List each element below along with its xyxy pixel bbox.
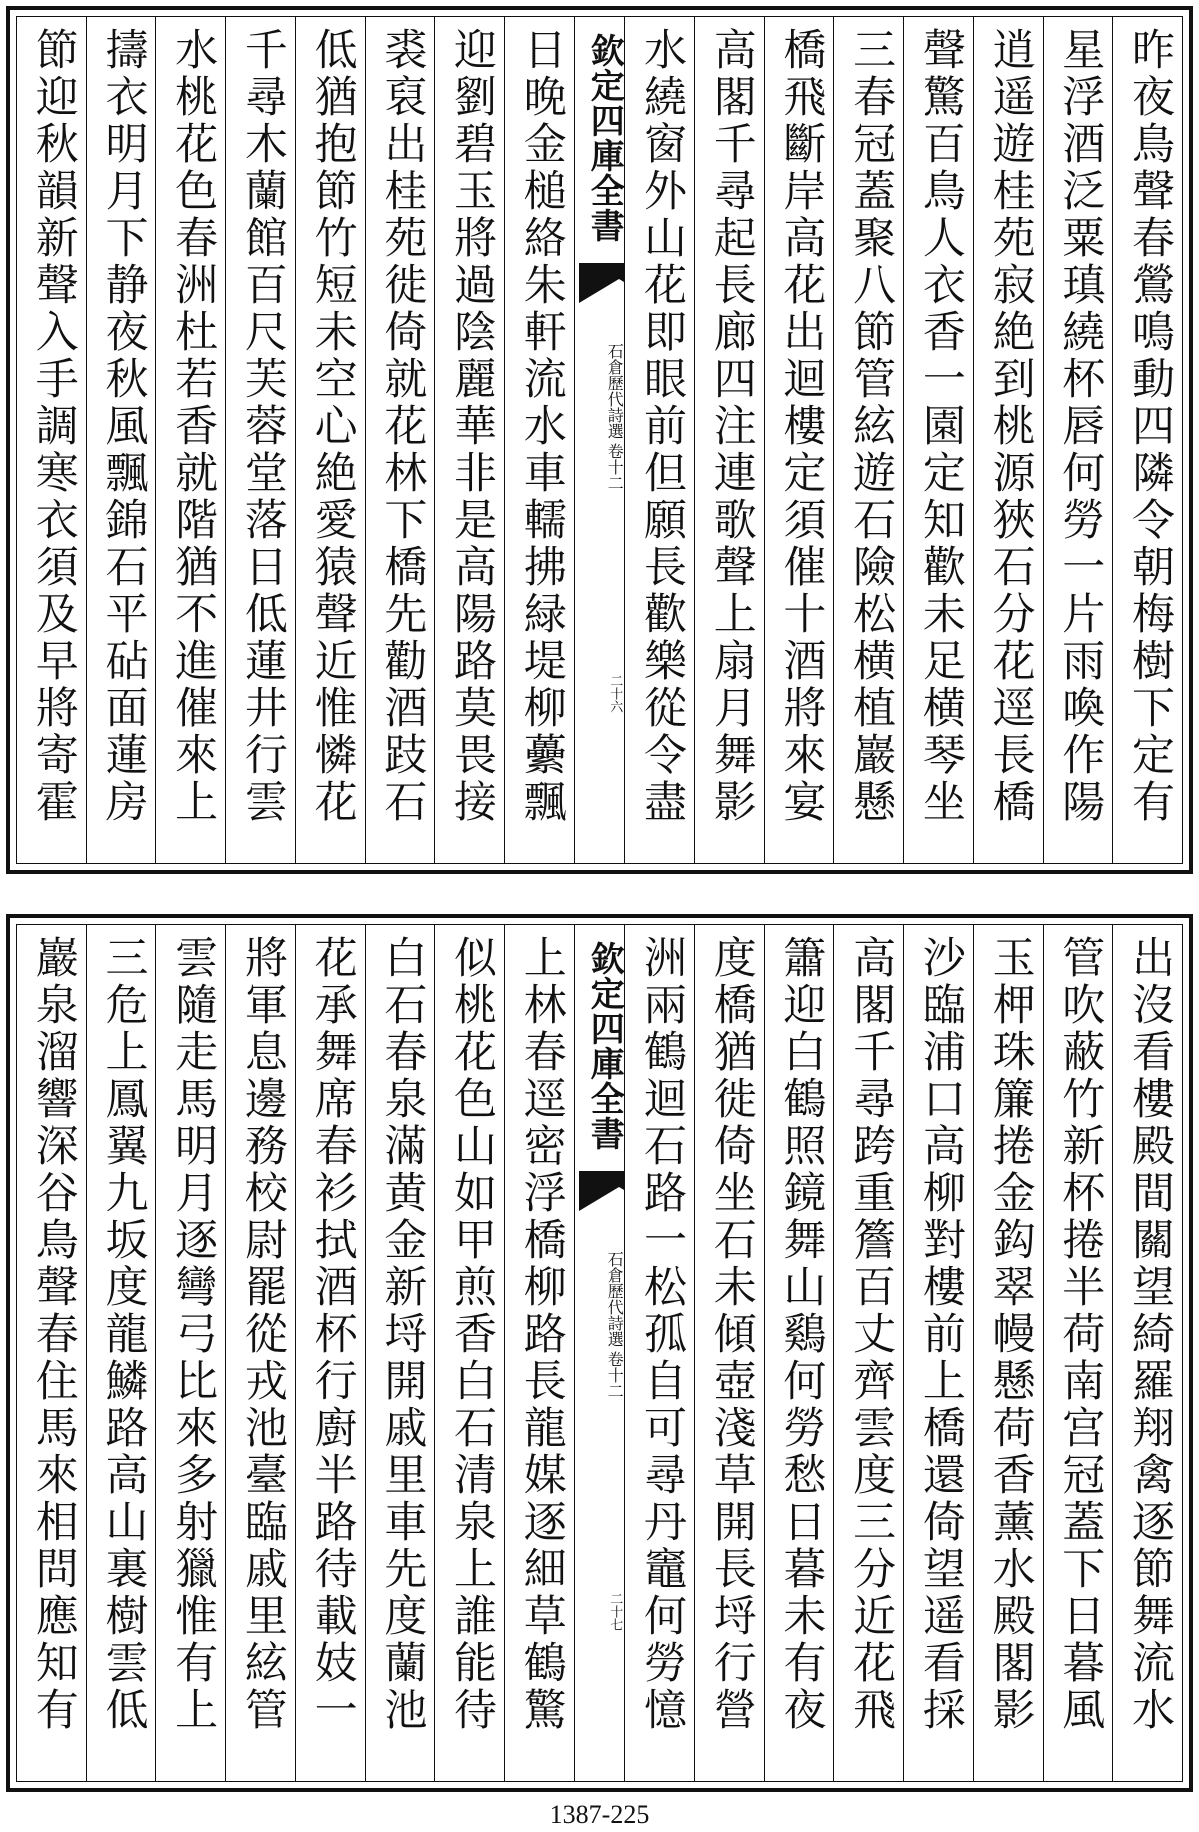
text-column xyxy=(833,17,903,863)
text-column xyxy=(434,925,504,1781)
column-text: 節迎秋韻新聲入手調寒衣須及早將寄霍 xyxy=(28,27,79,826)
text-column xyxy=(17,925,86,1781)
column-text: 擣衣明月下静夜秋風飄錦石平砧面蓮房 xyxy=(98,27,149,826)
fishtail-mark-icon xyxy=(579,1171,624,1215)
text-column xyxy=(694,17,764,863)
column-text: 高閣千尋起長廊四注連歌聲上扇月舞影 xyxy=(706,27,757,826)
column-text: 白石春泉滿黄金新埒開戚里車先度蘭池 xyxy=(377,935,428,1734)
source-info xyxy=(575,1225,624,1425)
text-column xyxy=(225,17,295,863)
page-number: 二十六 xyxy=(607,673,623,713)
column-text: 裘裒出桂苑徙倚就花林下橋先勸酒跂石 xyxy=(377,27,428,826)
column-text: 高閣千尋跨重簷百丈齊雲度三分近花飛 xyxy=(846,935,897,1734)
column-text: 昨夜鳥聲春鶯鳴動四隣令朝梅樹下定有 xyxy=(1125,27,1175,826)
fishtail-mark-icon xyxy=(579,263,624,307)
text-column xyxy=(1043,925,1113,1781)
text-column xyxy=(903,925,973,1781)
text-column xyxy=(434,17,504,863)
text-column xyxy=(624,925,694,1781)
column-text: 千尋木蘭館百尺芙蓉堂落日低蓮井行雲 xyxy=(237,27,288,826)
text-column xyxy=(17,17,86,863)
text-column xyxy=(833,925,903,1781)
column-text: 洲兩鶴迴石路一松孤自可尋丹竈何勞憶 xyxy=(636,935,687,1734)
text-column xyxy=(1112,925,1182,1781)
source-title: 石倉歷代詩選 xyxy=(605,343,625,439)
text-column xyxy=(764,17,834,863)
text-column xyxy=(365,17,435,863)
column-text: 管吹蔽竹新杯捲半荷南宫冠蓋下日暮風 xyxy=(1055,935,1106,1734)
volume-label: 卷十二 xyxy=(605,443,625,491)
page-frame xyxy=(16,16,1183,864)
text-column xyxy=(903,17,973,863)
column-text: 三危上鳳翼九坂度龍鱗路高山裏樹雲低 xyxy=(98,935,149,1734)
column-text: 沙臨浦口高柳對樓前上橋還倚望遥看採 xyxy=(915,935,966,1734)
text-column xyxy=(764,925,834,1781)
text-columns xyxy=(17,925,1182,1781)
column-text: 日晚金槌絡朱軒流水車轜拂緑堤柳虆飄 xyxy=(516,27,567,826)
text-column xyxy=(973,17,1043,863)
column-text: 巖泉溜響深谷鳥聲春住馬來相問應知有 xyxy=(28,935,79,1734)
text-column xyxy=(155,925,225,1781)
text-column xyxy=(365,925,435,1781)
column-text: 迎劉碧玉將過陰麗華非是高陽路莫畏接 xyxy=(447,27,498,826)
center-fold xyxy=(574,17,624,863)
column-text: 簫迎白鶴照鏡舞山鷄何勞愁日暮未有夜 xyxy=(776,935,827,1734)
book-title: 欽定四庫全書 xyxy=(584,33,625,243)
column-text: 低猶抱節竹短未空心絶愛猿聲近惟憐花 xyxy=(307,27,358,826)
column-text: 將軍息邊務校尉罷從戎池臺臨戚里絃管 xyxy=(237,935,288,1734)
column-text: 星浮酒泛粟瑱繞杯唇何勞一片雨喚作陽 xyxy=(1055,27,1106,826)
page-number: 二十七 xyxy=(607,1591,623,1631)
text-column xyxy=(295,925,365,1781)
text-columns xyxy=(17,17,1182,863)
column-text: 花承舞席春衫拭酒杯行廚半路待載妓一 xyxy=(307,935,358,1734)
text-column xyxy=(1112,17,1182,863)
page-panel-top xyxy=(6,6,1193,874)
column-text: 逍遥遊桂苑寂絶到桃源狹石分花逕長橋 xyxy=(985,27,1036,826)
text-column xyxy=(155,17,225,863)
catalog-number: 1387-225 xyxy=(549,1800,650,1829)
volume-label: 卷十二 xyxy=(605,1351,625,1399)
source-title: 石倉歷代詩選 xyxy=(605,1251,625,1347)
page-frame xyxy=(16,924,1183,1782)
text-column xyxy=(624,17,694,863)
text-column xyxy=(86,925,156,1781)
column-text: 出沒看樓殿間關望綺羅翔禽逐節舞流水 xyxy=(1125,935,1175,1734)
column-text: 三春冠蓋聚八節管絃遊石險松横植巖懸 xyxy=(846,27,897,826)
text-column xyxy=(225,925,295,1781)
column-text: 似桃花色山如甲煎香白石清泉上誰能待 xyxy=(447,935,498,1734)
text-column xyxy=(694,925,764,1781)
source-info xyxy=(575,317,624,517)
column-text: 玉柙珠簾捲金鈎翠幔懸荷香薰水殿閣影 xyxy=(985,935,1036,1734)
column-text: 上林春逕密浮橋柳路長龍媒逐細草鶴驚 xyxy=(516,935,567,1734)
text-column xyxy=(504,17,574,863)
column-text: 聲驚百鳥人衣香一園定知歡未足横琴坐 xyxy=(915,27,966,826)
book-title: 欽定四庫全書 xyxy=(584,941,625,1151)
center-fold xyxy=(574,925,624,1781)
text-column xyxy=(1043,17,1113,863)
page-panel-bottom xyxy=(6,914,1193,1792)
text-column xyxy=(504,925,574,1781)
text-column xyxy=(86,17,156,863)
text-column xyxy=(973,925,1043,1781)
column-text: 雲隨走馬明月逐彎弓比來多射獵惟有上 xyxy=(168,935,219,1734)
column-text: 水繞窗外山花即眼前但願長歡樂從令盡 xyxy=(636,27,687,826)
column-text: 度橋猶徙倚坐石未傾壺淺草開長埒行營 xyxy=(706,935,757,1734)
column-text: 橋飛斷岸高花出迴樓定須催十酒將來宴 xyxy=(776,27,827,826)
text-column xyxy=(295,17,365,863)
column-text: 水桃花色春洲杜若香就階猶不進催來上 xyxy=(168,27,219,826)
